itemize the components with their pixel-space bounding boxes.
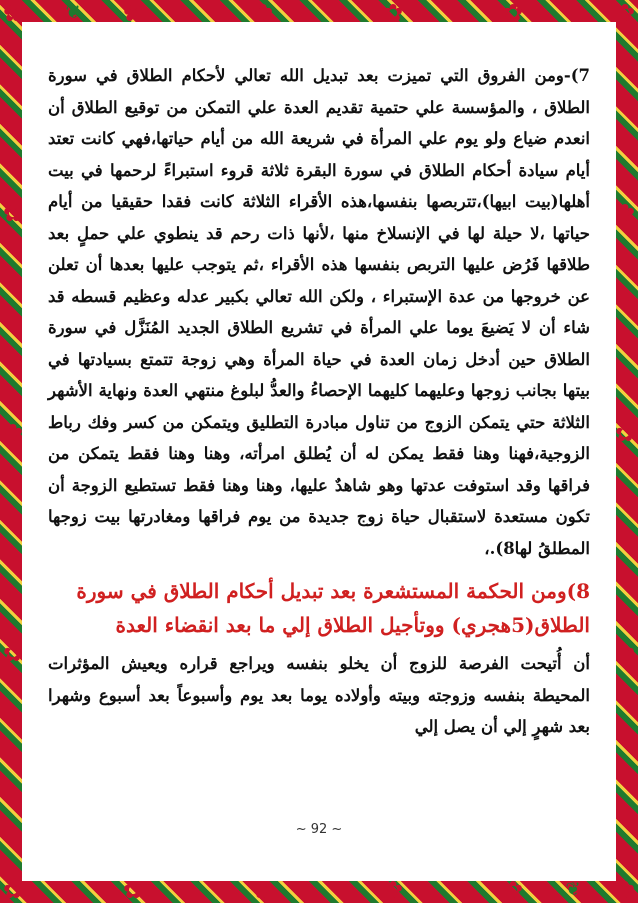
poinsettia-icon: ✿ <box>252 0 274 27</box>
poinsettia-icon: ✿ <box>614 0 636 27</box>
section-heading-8: 8)ومن الحكمة المستشعرة بعد تبديل أحكام الطلاق في سورة الطلاق(5هجري) ووتأجيل الطلاق إلي ما بعد انقضاء العدة <box>76 579 590 637</box>
holly-leaf-icon: ❦ <box>565 879 581 900</box>
poinsettia-icon: ✿ <box>2 639 24 667</box>
holly-leaf-icon: ❦ <box>65 2 81 23</box>
body-paragraph-7: 7)-ومن الفروق التي تميزت بعد تبديل الله تعالي لأحكام الطلاق في سورة الطلاق ، والمؤسسة علي حتمية تقديم العدة علي التمكن من توقيع الطلاق أن انعدم ضياع ولو يوم علي المرأة في شريعة الله من أيام حياتها،فهي كانت تعتد أيام سيادة أحكام الطلاق في سورة البقرة ثلاثة قروء استبراءً لرحمها في بيت أهلها(بيت ابيها)،تتربصها بنفسها،هذه الأقراء الثلاثة كانت فقدا حقيقيا من أيام حياتها ،لا حيلة لها في الإنسلاخ منها ،لأنها ذات رحم قد ينطوي علي حملٍ بعد طلاقها فَرُض عليها التربص بنفسها هذه الأقراء ،ثم يتوجب عليها بعدها أن تعلن عن خروجها من عدة الإستبراء ، ولكن الله تعالي بكبير عدله وعظيم قسطه قد شاء أن لا يَضيعَ يوما علي المرأة في تشريع الطلاق الجديد المُنَزَّل في سورة الطلاق حين أدخل زمان العدة في حياة المرأة وهي زوجة تتمتع بسيادتها في بيتها بجانب زوجها وعليهما كليهما الإحصاءُ والعدُّ لبلوغ منتهي العدة ونهاية الأشهر الثلاثة حتي يتمكن الزوج من تناول مبادرة التطليق ويتمكن من كسر وفك رباط الزوجية،فهنا وهنا فقط يمكن له أن يُطلق امرأته، وهنا وهنا فقط يتمكن من فراقها وقد استوفت عدتها وهو شاهدٌ عليها، وهنا وهنا فقط تستطيع الزوجة أن تكون مستعدة لاستقبال حياة زوج جديدة من يوم فراقها ومغادرتها بيت زوجها المطلقُ لها8).، <box>48 66 590 558</box>
poinsettia-icon: ✿ <box>502 876 524 904</box>
poinsettia-icon: ✿ <box>614 419 636 447</box>
poinsettia-icon: ✿ <box>122 0 144 27</box>
page-content <box>48 60 590 843</box>
poinsettia-icon: ✿ <box>2 199 24 227</box>
poinsettia-icon: ✿ <box>382 876 404 904</box>
poinsettia-icon: ✿ <box>2 419 24 447</box>
poinsettia-icon: ✿ <box>2 876 24 904</box>
poinsettia-icon: ✿ <box>122 876 144 904</box>
poinsettia-icon: ✿ <box>614 639 636 667</box>
poinsettia-icon: ✿ <box>614 199 636 227</box>
poinsettia-icon: ✿ <box>2 0 24 27</box>
body-paragraph-8: أن أُتيحت الفرصة للزوج أن يخلو بنفسه ويراجع قراره ويعيش المؤثرات المحيطة بنفسه وزوجته وبيته وأولاده يوما بعد يوم وأسبوعاً بعد أسبوع وشهرا بعد شهرٍ إلي أن يصل إلي <box>48 654 590 736</box>
page-number: ~ 92 ~ <box>295 822 343 837</box>
poinsettia-icon: ✿ <box>382 0 404 27</box>
poinsettia-icon: ✿ <box>502 0 524 27</box>
poinsettia-icon: ✿ <box>614 876 636 904</box>
poinsettia-icon: ✿ <box>252 876 274 904</box>
